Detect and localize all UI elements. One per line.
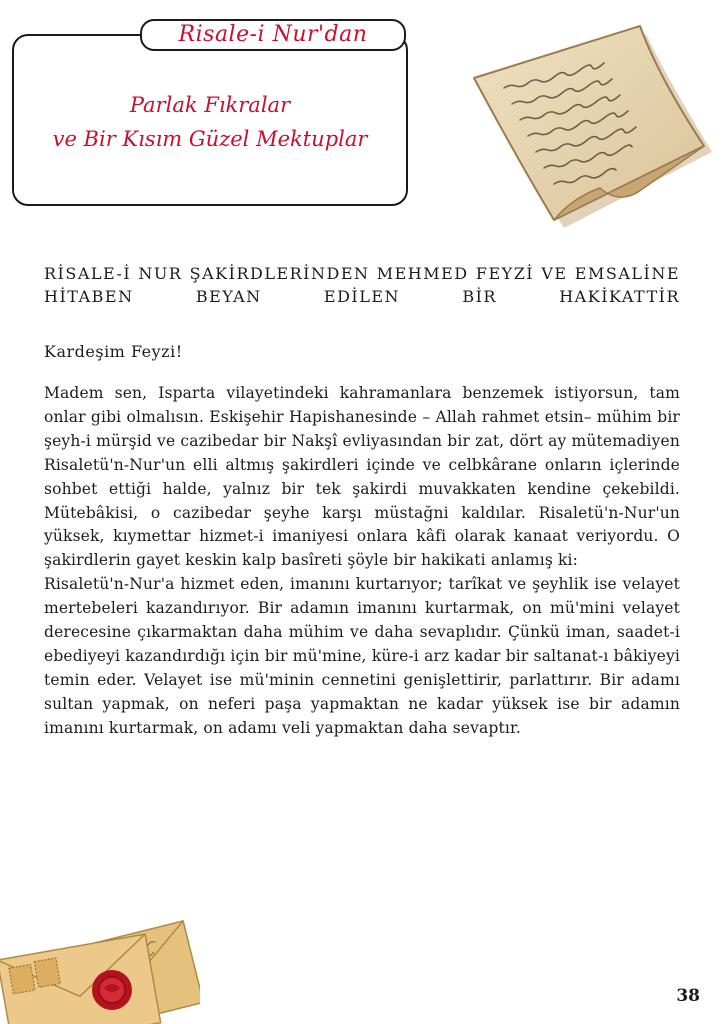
greeting: Kardeşim Feyzi! bbox=[44, 342, 183, 361]
series-label: Risale-i Nur'dan bbox=[140, 19, 406, 51]
book-title-line-1: Parlak Fıkralar bbox=[129, 93, 291, 117]
body-text bbox=[44, 382, 680, 741]
section-heading: RİSALE-İ NUR ŞAKİRDLERİNDEN MEHMED FEYZİ VE EMSALİNE HİTABEN BEYAN EDİLEN BİR HAKİKATTİR bbox=[44, 264, 680, 306]
paragraph-1: Madem sen, Isparta vilayetindeki kahramanlara benzemek istiyorsun, tam onlar gibi olmalısın. Eskişehir Hapishanesinde – Allah rahmet etsin– mühim bir şeyh-i mürşid ve cazibedar bir Nakşî evliyasından bir zat, dört ay mütemadiyen Risaletü'n-Nur'un elli altmış şakirdleri içinde ve celbkârane onların içlerinde sohbet ettiği halde, yalnız bir tek şakirdi muvakkaten kendine çekebildi. Mütebâkisi, o cazibedar şeyhe karşı müstağni kaldılar. Risaletü'n-Nur'un yüksek, kıymettar hizmet-i imaniyesi onlara kâfi olarak kanaat veriyordu. O şakirdlerin gayet keskin kalp basîreti şöyle bir hakikati anlamış ki: bbox=[44, 384, 680, 570]
book-title bbox=[20, 88, 400, 156]
book-title-line-2: ve Bir Kısım Güzel Mektuplar bbox=[52, 127, 368, 151]
page-number: 38 bbox=[676, 986, 700, 1006]
handwritten-letter-illustration bbox=[468, 20, 720, 232]
paragraph-2: Risaletü'n-Nur'a hizmet eden, imanını kurtarıyor; tarîkat ve şeyhlik ise velayet mertebeleri kazandırıyor. Bir adamın imanını kurtarmak, on mü'mini velayet derecesine çıkarmaktan daha mühim ve daha sevaplıdır. Çünkü iman, saadet-i ebediyeyi kazandırdığı için bir mü'mine, küre-i arz kadar bir saltanat-ı bâkiyeyi temin eder. Velayet ise mü'minin cennetini genişlettirir, parlattırır. Bir adamı sultan yapmak, on neferi paşa yapmaktan ne kadar yüksek ise bir adamın imanını kurtarmak, on adamı veli yapmaktan daha sevaptır. bbox=[44, 575, 680, 737]
envelope-wax-seal-illustration bbox=[0, 912, 200, 1024]
